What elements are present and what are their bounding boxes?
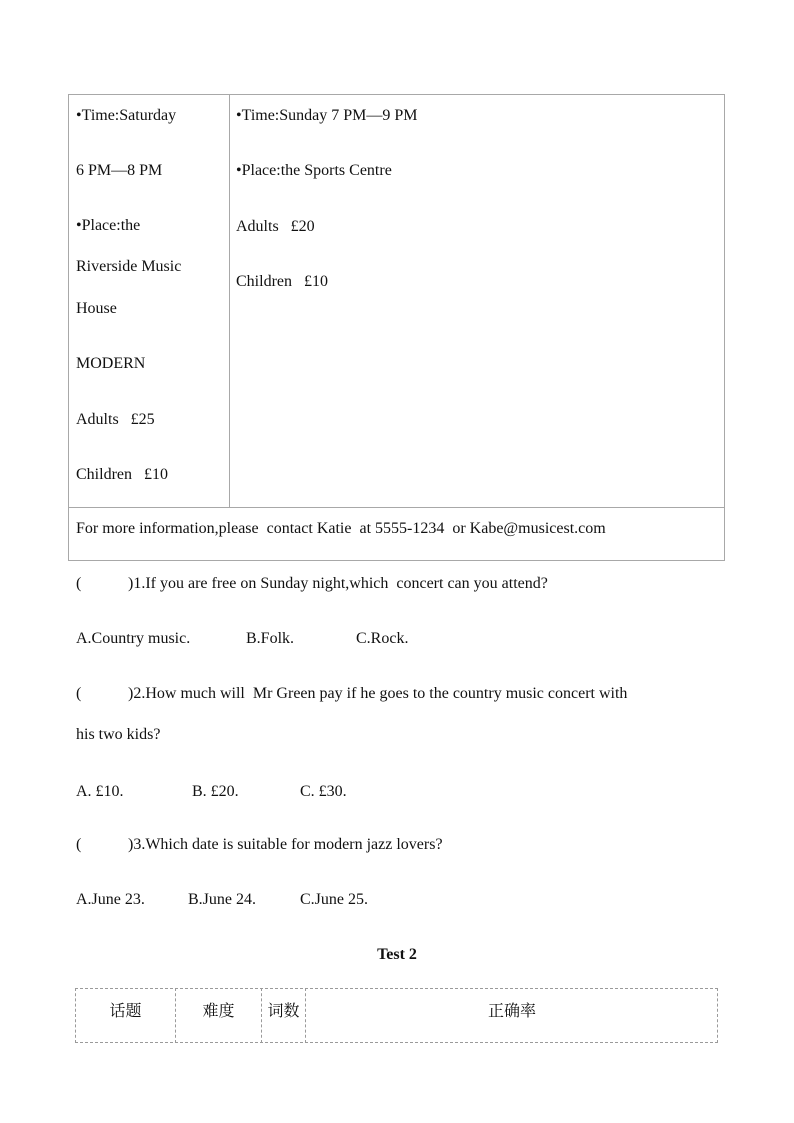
option-b: B.Folk. [246,630,295,647]
left-cell-line: Children £10 [76,466,168,483]
right-cell-line: •Place:the Sports Centre [236,162,392,179]
option-a: A.June 23. [76,891,145,908]
option-a: A. £10. [76,783,124,800]
right-cell-line: •Time:Sunday 7 PM—9 PM [236,107,418,124]
right-cell-line: Children £10 [236,273,328,290]
header-word-count: 词数 [267,1001,300,1020]
answer-bracket: ( [76,836,82,853]
section-title: Test 2 [377,946,417,963]
question-3 [76,835,443,855]
answer-bracket: ( [76,575,82,592]
answer-bracket: ( [76,685,82,702]
table-column-divider [229,94,230,507]
question-2 [76,684,627,704]
header-accuracy: 正确率 [487,1001,536,1020]
option-b: B. £20. [192,783,239,800]
question-text: )1.If you are free on Sunday night,which concert can you attend? [128,575,548,592]
question-1 [76,574,548,594]
header-topic: 话题 [109,1001,142,1020]
event-table [68,94,725,561]
option-a: A.Country music. [76,630,191,647]
left-cell-line: •Place:the [76,217,141,234]
left-cell-line: House [76,300,117,317]
left-cell-line: •Time:Saturday [76,107,177,124]
table-row-divider [68,507,725,508]
question-text: )2.How much will Mr Green pay if he goes to the country music concert with [128,685,628,702]
left-cell-line: MODERN [76,355,146,372]
option-b: B.June 24. [188,891,256,908]
question-text: )3.Which date is suitable for modern jazz lovers? [128,836,443,853]
left-cell-line: Riverside Music [76,258,182,275]
option-c: C.June 25. [300,891,368,908]
left-cell-line: 6 PM—8 PM [76,162,163,179]
question-2-continued: his two kids? [76,726,161,743]
right-cell-line: Adults £20 [236,218,315,235]
option-c: C. £30. [300,783,347,800]
option-c: C.Rock. [356,630,409,647]
header-difficulty: 难度 [202,1001,235,1020]
left-cell-line: Adults £25 [76,411,155,428]
contact-info: For more information,please contact Katie at 5555-1234 or Kabe@musicest.com [76,520,606,537]
